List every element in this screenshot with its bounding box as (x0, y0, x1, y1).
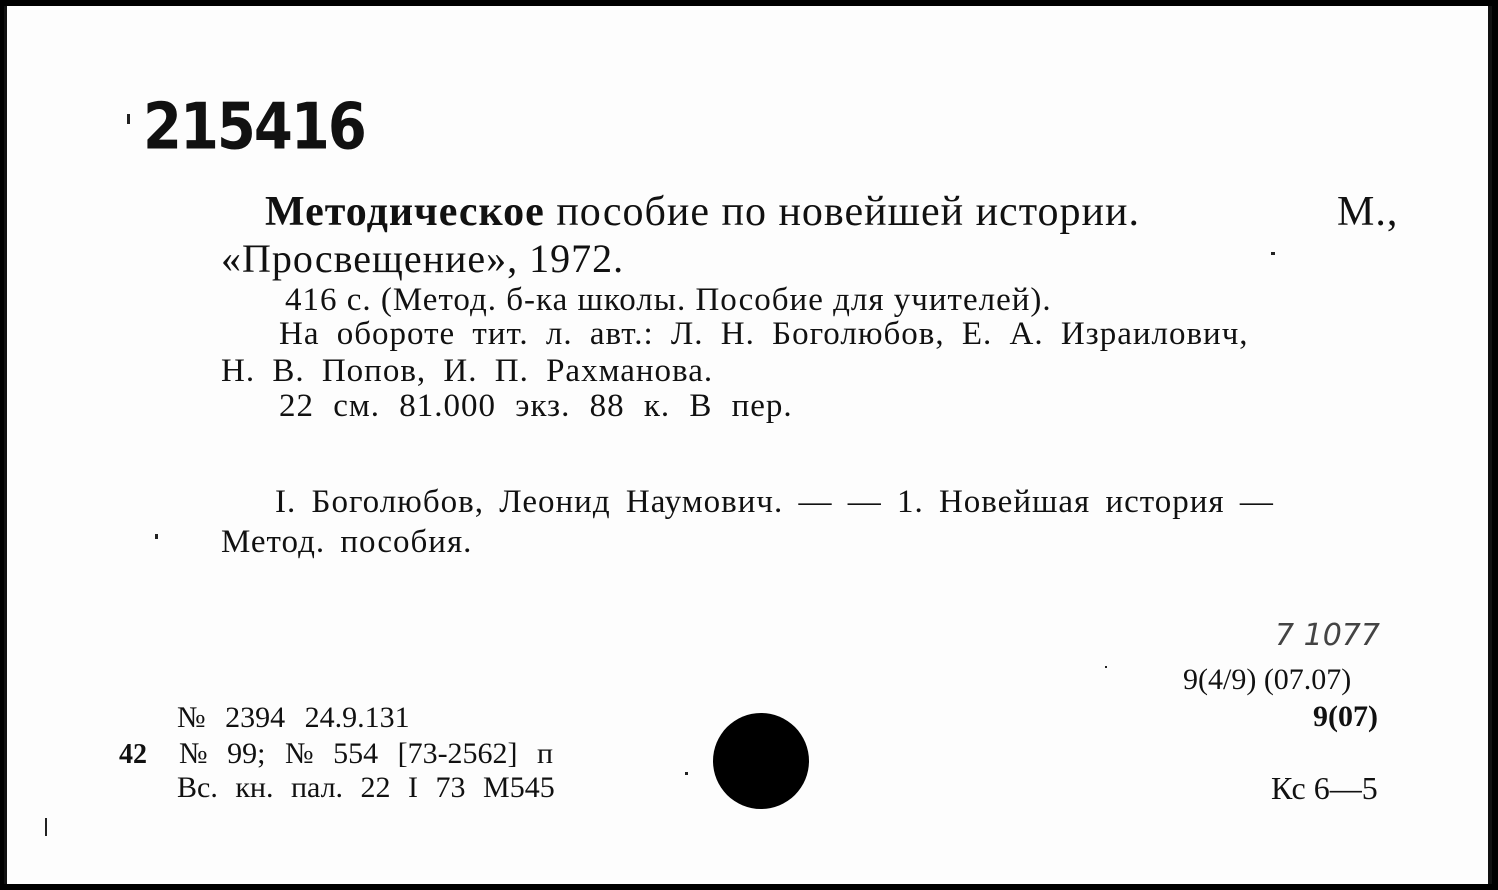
authors-line-1: На обороте тит. л. авт.: Л. Н. Боголюбов, Е. А. Израилович, (279, 316, 1249, 352)
ink-speck (685, 772, 688, 775)
authors-line-2: Н. В. Попов, И. П. Рахманова. (221, 353, 714, 389)
ink-speck (127, 114, 130, 124)
subject-line-2: Метод. пособия. (221, 524, 473, 560)
ink-speck (155, 534, 158, 539)
registry-line-2: № 99; № 554 [73-2562] п (179, 737, 554, 770)
title-rest: пособие по новейшей истории. (556, 189, 1140, 235)
pages-line: 416 с. (Метод. б-ка школы. Пособие для учителей). (285, 282, 1052, 318)
ink-speck (45, 818, 47, 836)
publisher-line: «Просвещение», 1972. (221, 236, 625, 281)
handwritten-note: 7 1077 (1275, 618, 1380, 653)
handwritten-inventory-number: 215416 (143, 90, 365, 165)
ink-speck (1271, 252, 1275, 255)
publication-place: М., (1337, 189, 1399, 235)
classification-code-3: Кс 6—5 (1271, 770, 1378, 806)
size-line: 22 см. 81.000 экз. 88 к. В пер. (279, 388, 793, 424)
ink-speck (1105, 666, 1107, 668)
catalog-card (4, 6, 1492, 884)
title-line (265, 188, 1399, 236)
punch-hole (713, 713, 809, 809)
title-bold: Методическое (265, 189, 545, 235)
subject-line-1: I. Боголюбов, Леонид Наумович. — — 1. Новейшая история — (275, 484, 1274, 520)
classification-code-2: 9(07) (1313, 700, 1378, 733)
classification-code-1: 9(4/9) (07.07) (1183, 663, 1352, 696)
registry-prefix: 42 (119, 739, 147, 770)
registry-line-3: Вс. кн. пал. 22 I 73 М545 (177, 771, 555, 804)
registry-line-1: № 2394 24.9.131 (177, 701, 410, 734)
